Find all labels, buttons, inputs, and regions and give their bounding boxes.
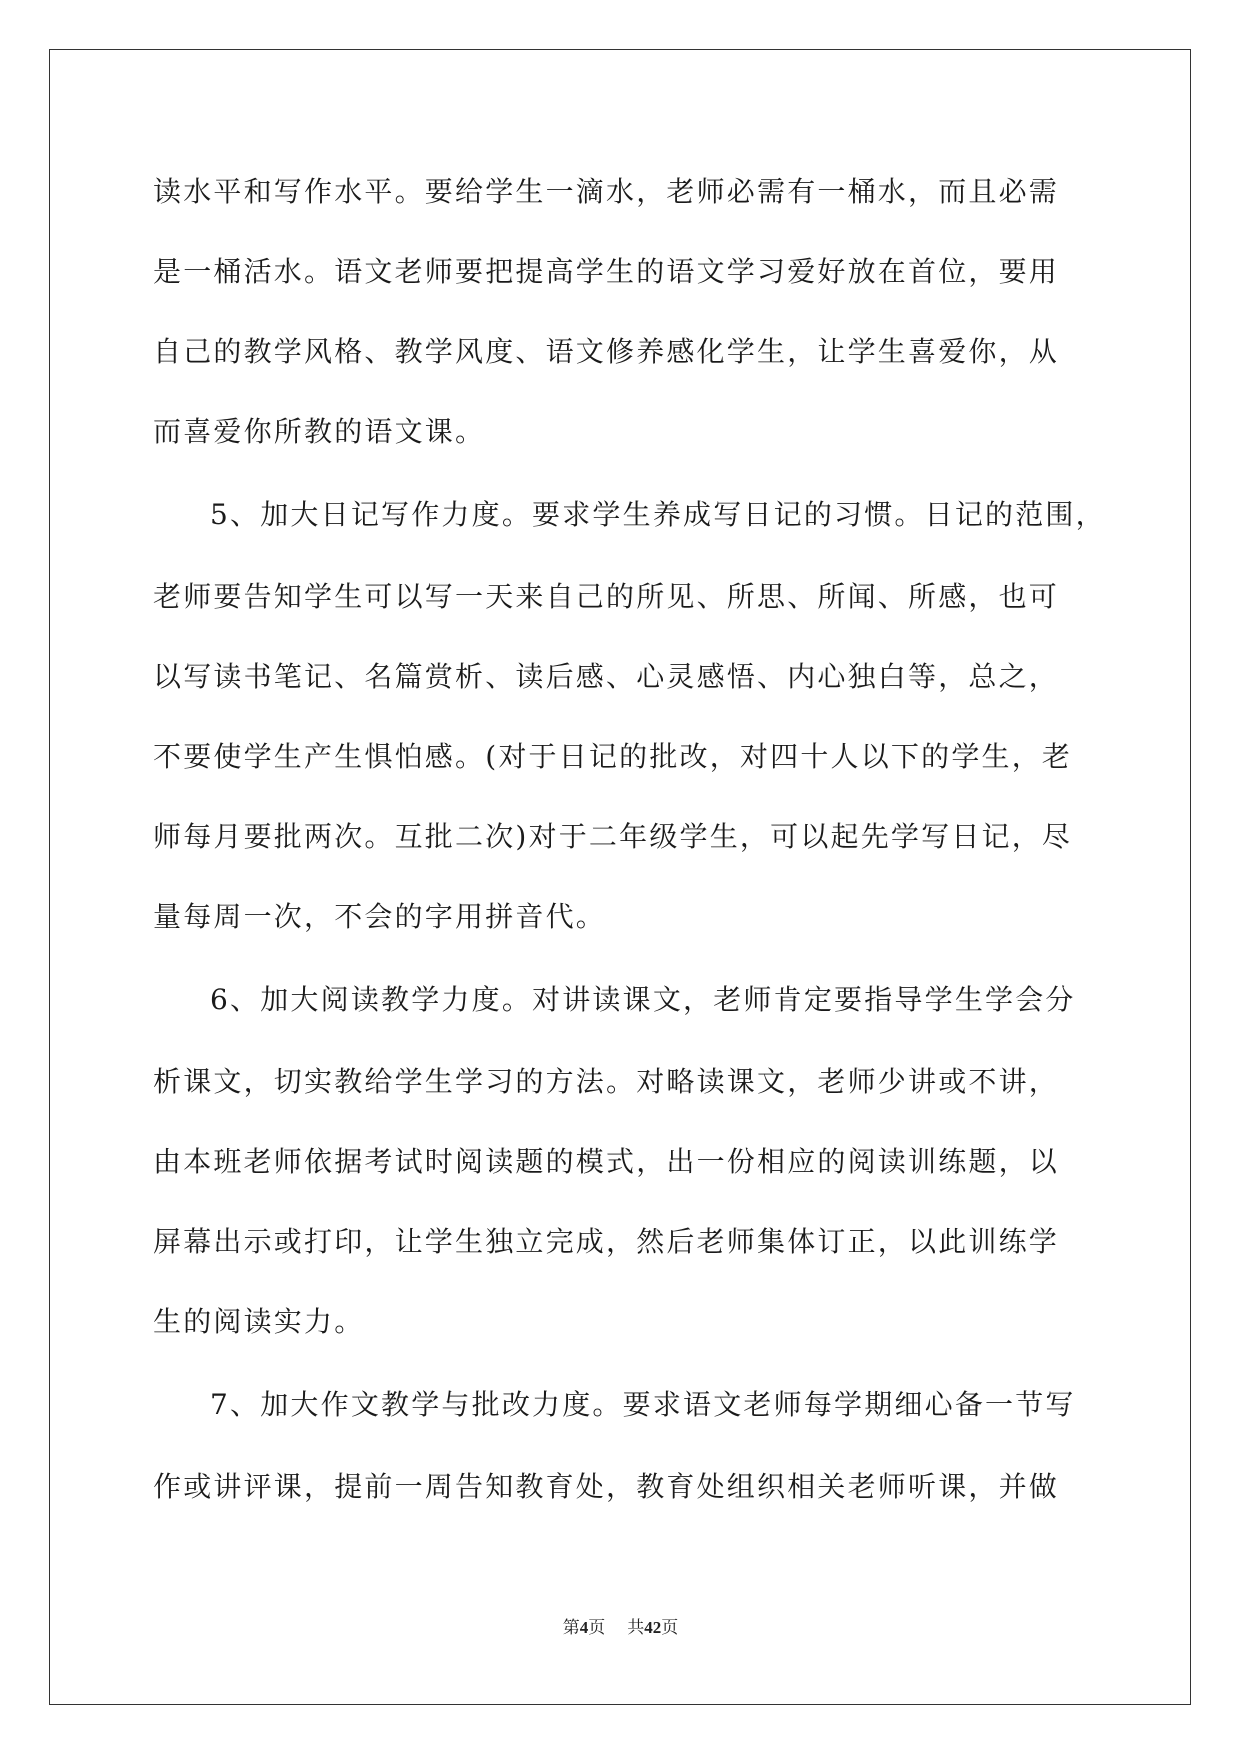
page-footer (0, 1617, 1241, 1639)
total-pages: 42 (644, 1618, 662, 1637)
text-line: 老师要告知学生可以写一天来自己的所见、所思、所闻、所感，也可 (153, 580, 1060, 613)
text-line: 量每周一次，不会的字用拼音代。 (153, 900, 607, 933)
text-line: 而喜爱你所教的语文课。 (153, 415, 486, 448)
text-line: 师每月要批两次。互批二次)对于二年级学生，可以起先学写日记，尽 (153, 820, 1073, 853)
text-line: 以写读书笔记、名篇赏析、读后感、心灵感悟、内心独白等，总之， (153, 660, 1060, 693)
total-prefix: 共 (627, 1618, 645, 1637)
text-line: 是一桶活水。语文老师要把提高学生的语文学习爱好放在首位，要用 (153, 255, 1060, 288)
text-line: 不要使学生产生惧怕感。(对于日记的批改，对四十人以下的学生，老 (153, 740, 1073, 773)
text-line: 读水平和写作水平。要给学生一滴水，老师必需有一桶水，而且必需 (153, 175, 1060, 208)
text-line: 作或讲评课，提前一周告知教育处，教育处组织相关老师听课，并做 (153, 1470, 1060, 1503)
text-line: 自己的教学风格、教学风度、语文修养感化学生，让学生喜爱你，从 (153, 335, 1060, 368)
page-prefix: 第 (562, 1618, 580, 1637)
text-line: 7、加大作文教学与批改力度。要求语文老师每学期细心备一节写 (210, 1388, 1076, 1421)
text-line: 屏幕出示或打印，让学生独立完成，然后老师集体订正，以此训练学 (153, 1225, 1060, 1258)
text-line: 5、加大日记写作力度。要求学生养成写日记的习惯。日记的范围， (210, 498, 1106, 531)
text-line: 6、加大阅读教学力度。对讲读课文，老师肯定要指导学生学会分 (210, 983, 1076, 1016)
total-suffix: 页 (661, 1618, 679, 1637)
text-line: 生的阅读实力。 (153, 1305, 365, 1338)
page-suffix: 页 (588, 1618, 606, 1637)
page-number: 4 (579, 1618, 589, 1637)
page-border (49, 49, 1191, 1705)
text-line: 析课文，切实教给学生学习的方法。对略读课文，老师少讲或不讲， (153, 1065, 1060, 1098)
text-line: 由本班老师依据考试时阅读题的模式，出一份相应的阅读训练题，以 (153, 1145, 1060, 1178)
